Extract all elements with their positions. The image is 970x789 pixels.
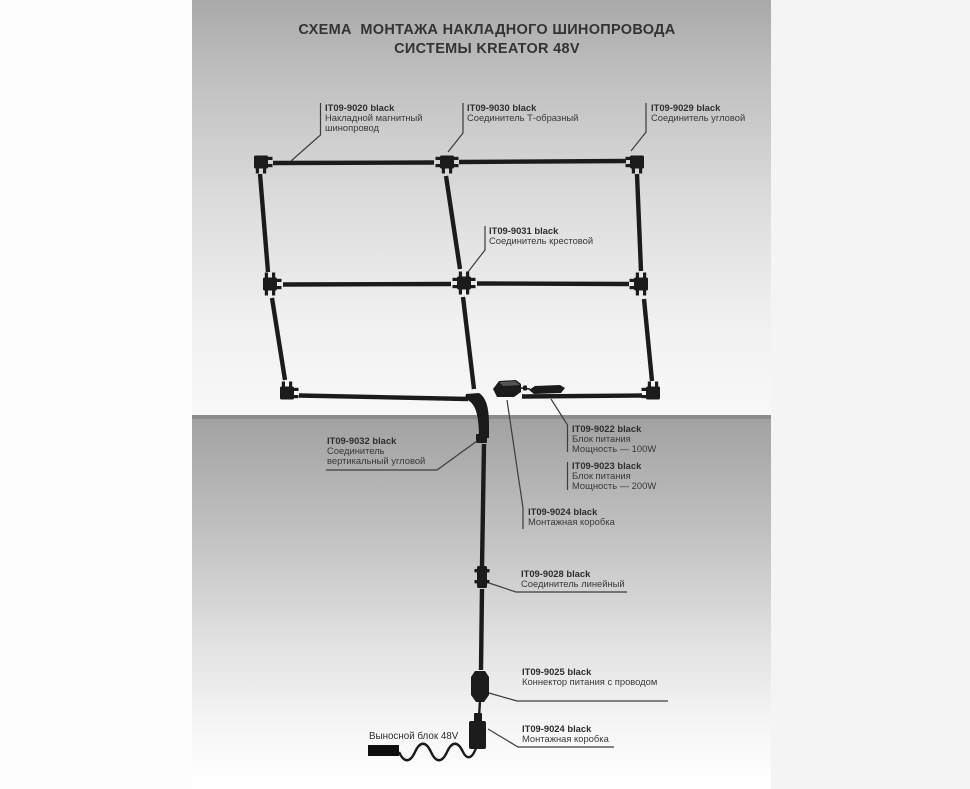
- psu-link-icon: [521, 386, 530, 391]
- label-it09-9029: IT09-9029 black Соединитель угловой: [651, 102, 746, 123]
- corner-connector-icon: [626, 156, 645, 174]
- power-feed-connector-icon: [471, 671, 489, 702]
- label-it09-9032: IT09-9032 black Соединитель вертикальный угловой: [327, 435, 426, 466]
- power-supply-200w-icon: [529, 385, 565, 394]
- title-line2: СИСТЕМЫ KREATOR 48V: [394, 41, 580, 57]
- t-connector-icon: [436, 156, 459, 174]
- label-it09-9031: IT09-9031 black Соединитель крестовой: [489, 225, 594, 246]
- label-it09-9025: IT09-9025 black Коннектор питания с проводом: [522, 666, 658, 687]
- mounting-box-icon: [469, 713, 486, 749]
- t-connector-icon: [263, 273, 282, 296]
- label-it09-9023: IT09-9023 black Блок питания Мощность — 200W: [572, 460, 657, 491]
- label-it09-9030: IT09-9030 black Соединитель Т-образный: [467, 102, 579, 123]
- corner-connector-icon: [642, 382, 661, 400]
- power-supply-100w-icon: [493, 380, 521, 397]
- label-it09-9022: IT09-9022 black Блок питания Мощность — 100W: [572, 423, 657, 454]
- label-remote-block: Выносной блок 48V: [369, 731, 459, 742]
- page-title: [197, 21, 777, 59]
- cross-connector-icon: [453, 272, 476, 295]
- label-it09-9020: IT09-9020 black Накладной магнитный шинопровод: [325, 102, 423, 133]
- linear-connector-icon: [475, 566, 490, 588]
- corner-connector-icon: [254, 156, 273, 174]
- vertical-corner-connector-icon: [465, 393, 489, 443]
- remote-block-icon: [368, 744, 476, 761]
- label-it09-9028: IT09-9028 black Соединитель линейный: [521, 568, 625, 589]
- t-connector-icon: [630, 273, 649, 296]
- corner-connector-icon: [280, 382, 299, 400]
- label-it09-9024-bottom: IT09-9024 black Монтажная коробка: [522, 723, 609, 744]
- title-line1: СХЕМА МОНТАЖА НАКЛАДНОГО ШИНОПРОВОДА: [298, 22, 676, 38]
- label-it09-9024-mid: IT09-9024 black Монтажная коробка: [528, 506, 615, 527]
